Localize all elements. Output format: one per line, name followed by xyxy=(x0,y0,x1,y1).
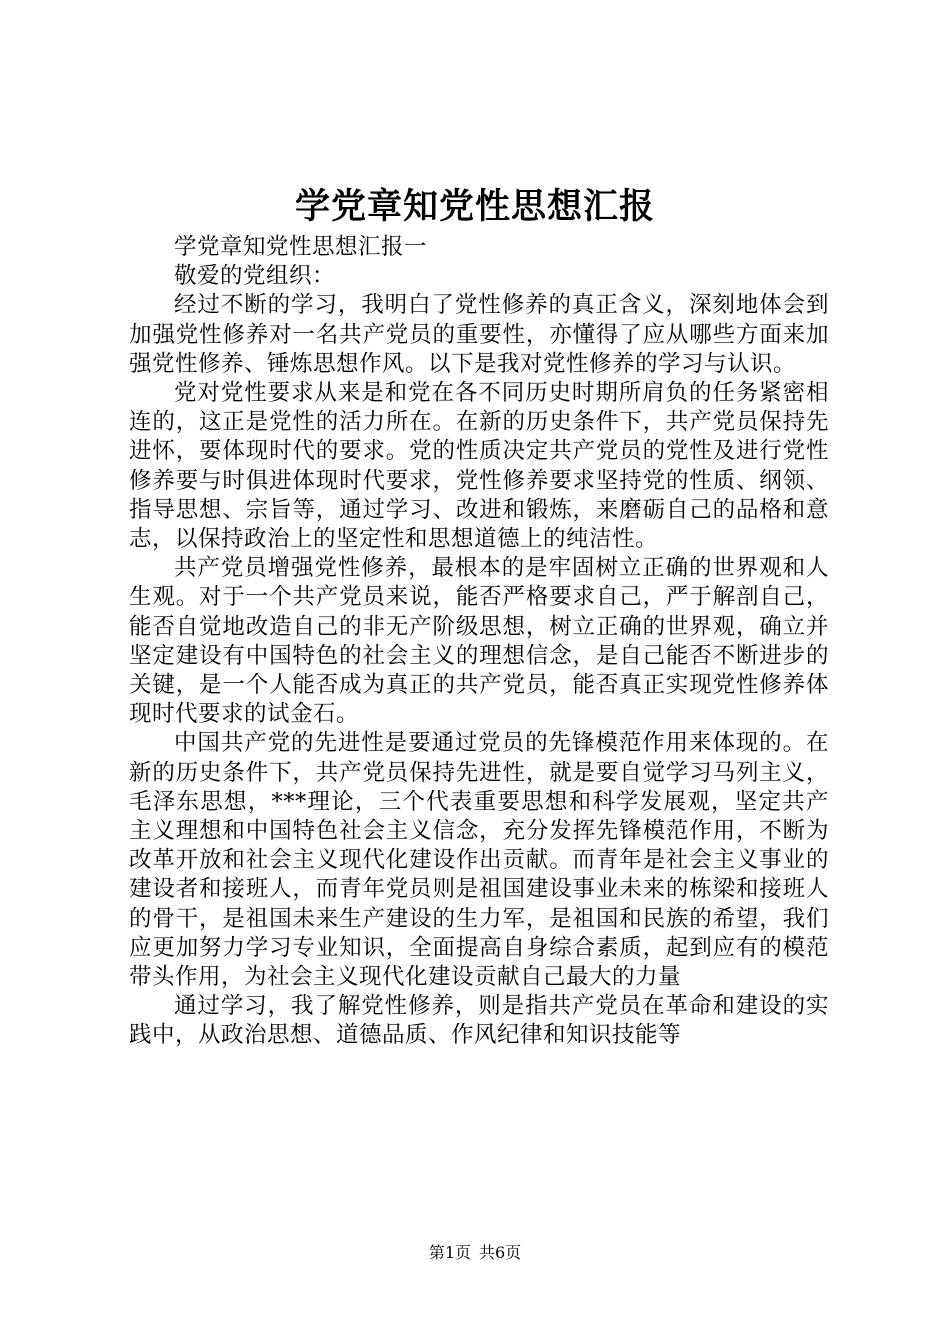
document-title: 学党章知党性思想汇报 xyxy=(294,186,655,227)
page-number: 第1页 xyxy=(428,1243,471,1262)
page-footer xyxy=(0,1242,950,1264)
document-body xyxy=(129,233,829,1051)
paragraph: 党对党性要求从来是和党在各不同历史时期所肩负的任务紧密相连的，这正是党性的活力所在。在新的历史条件下，共产党员保持先进怀，要体现时代的要求。党的性质决定共产党员的党性及进行党性修养要与时俱进体现时代要求，党性修养要求坚持党的性质、纲领、指导思想、宗旨等，通过学习、改进和锻炼，来磨砺自己的品格和意志，以保持政治上的坚定性和思想道德上的纯洁性。 xyxy=(129,380,829,553)
paragraph-salutation: 敬爱的党组织： xyxy=(174,263,336,290)
paragraph: 共产党员增强党性修养，最根本的是牢固树立正确的世界观和人生观。对于一个共产党员来说，能否严格要求自己，严于解剖自己，能否自觉地改造自己的非无产阶级思想，树立正确的世界观，确立并坚定建设有中国特色的社会主义的理想信念，是自己能否不断进步的关键，是一个人能否成为真正的共产党员，能否真正实现党性修养体现时代要求的试金石。 xyxy=(129,555,829,728)
paragraph-subtitle: 学党章知党性思想汇报一 xyxy=(174,234,428,260)
paragraph: 中国共产党的先进性是要通过党员的先锋模范作用来体现的。在新的历史条件下，共产党员保持先进性，就是要自觉学习马列主义，毛泽东思想，***理论，三个代表重要思想和科学发展观，坚定共产主义理想和中国特色社会主义信念，充分发挥先锋模范作用，不断为改革开放和社会主义现代化建设作出贡献。而青年是社会主义事业的建设者和接班人，而青年党员则是祖国建设事业未来的栋梁和接班人的骨干，是祖国未来生产建设的生力军，是祖国和民族的希望，我们应更加努力学习专业知识，全面提高自身综合素质，起到应有的模范带头作用，为社会主义现代化建设贡献自己最大的力量 xyxy=(129,730,829,991)
paragraph: 经过不断的学习，我明白了党性修养的真正含义，深刻地体会到加强党性修养对一名共产党员的重要性，亦懂得了应从哪些方面来加强党性修养、锤炼思想作风。以下是我对党性修养的学习与认识。 xyxy=(129,292,829,377)
page-total: 共6页 xyxy=(479,1243,522,1262)
paragraph: 通过学习，我了解党性修养，则是指共产党员在革命和建设的实践中，从政治思想、道德品质、作风纪律和知识技能等 xyxy=(129,993,829,1049)
